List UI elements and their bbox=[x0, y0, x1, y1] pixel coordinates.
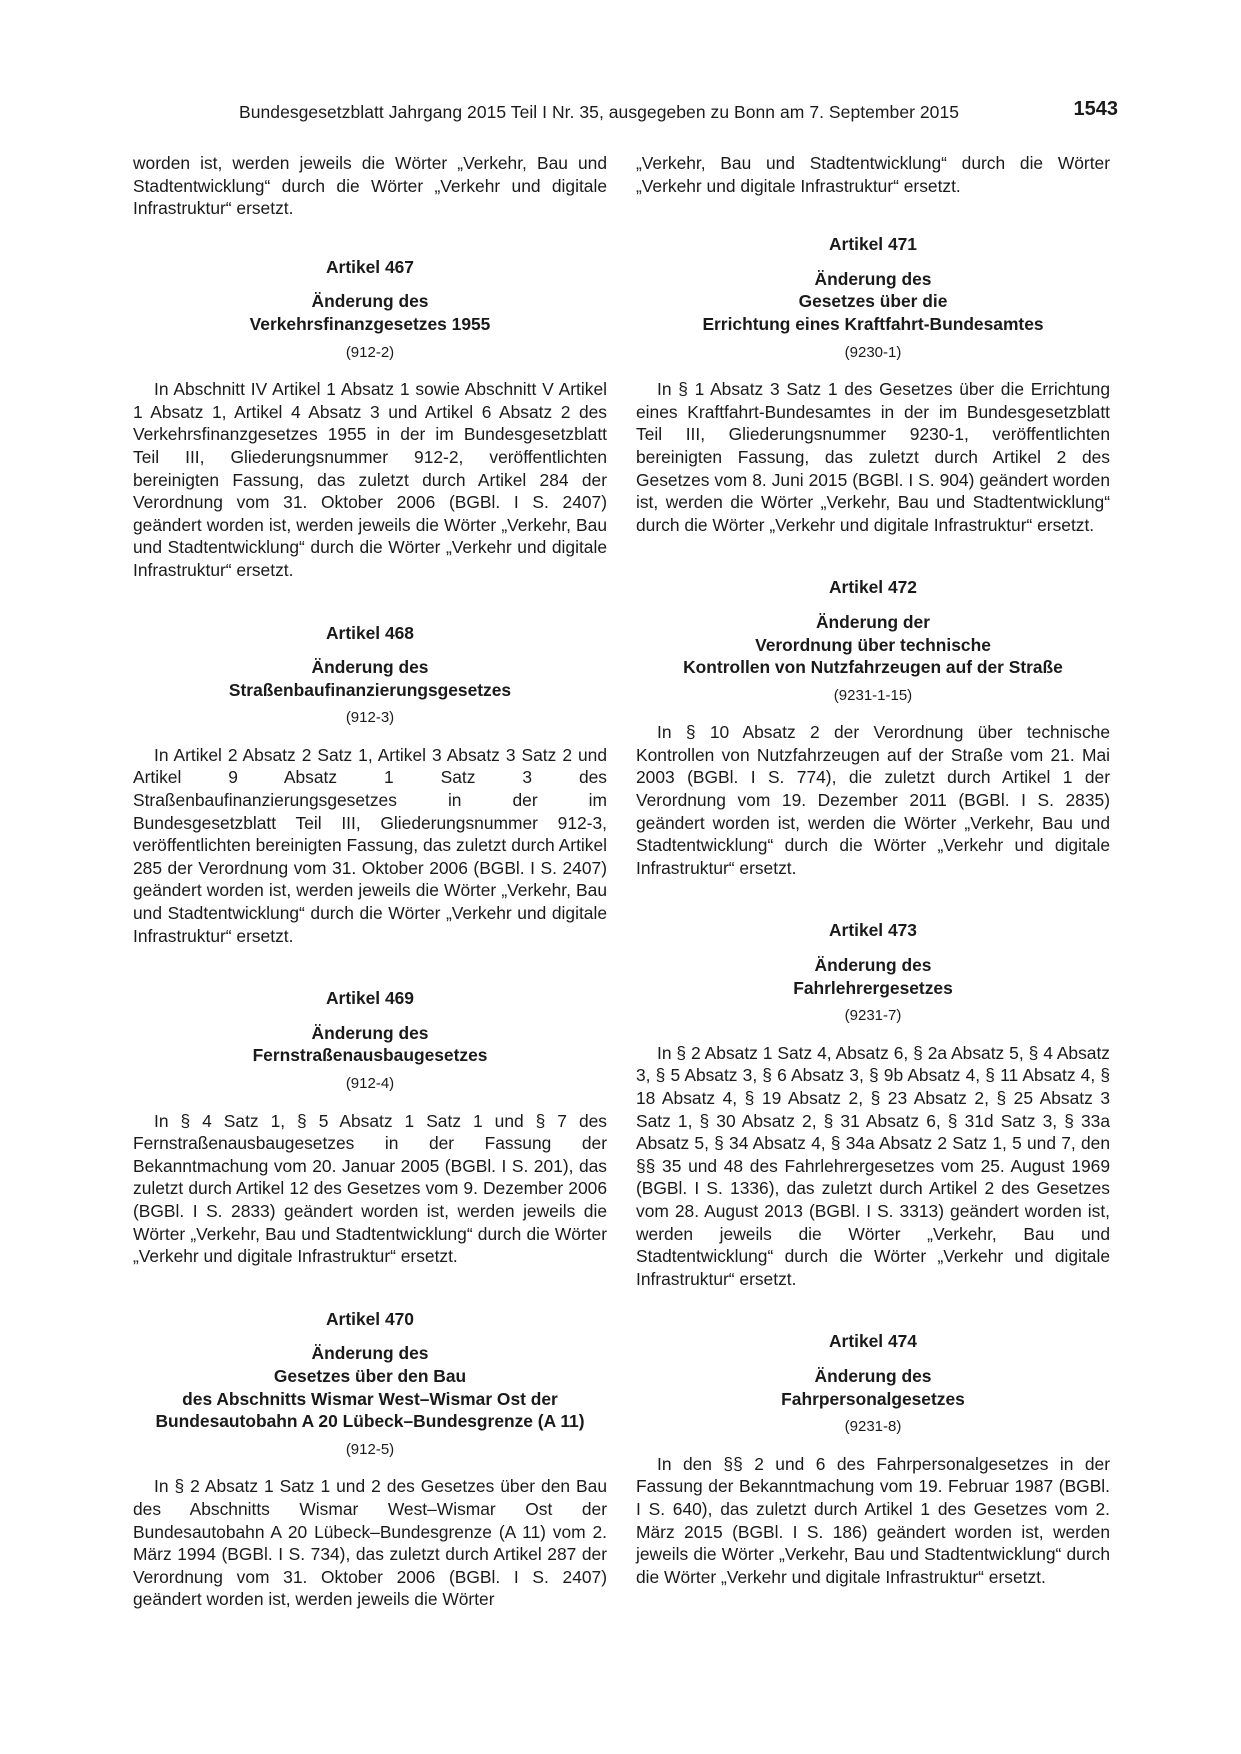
classification-number: (9231-1-15) bbox=[833, 686, 913, 704]
article-body: In § 2 Absatz 1 Satz 1 und 2 des Gesetzes über den Bau des Abschnitts Wismar West–Wismar Ost der Bundesautobahn A 20 Lübeck–Bundesgrenze (A 11) vom 2. März 1994 (BGBl. I S. 734), das zuletzt durch Artikel 287 der Verordnung vom 31. Oktober 2006 (BGBl. I S. 2407) geändert worden ist, werden jeweils die Wörter bbox=[133, 1476, 607, 1610]
page-number: 1543 bbox=[1073, 98, 1118, 120]
article-title-line: Änderung des bbox=[311, 1022, 429, 1043]
article-title-line: Gesetzes über den Bau bbox=[273, 1365, 467, 1386]
article-title-line: Änderung des bbox=[311, 1343, 429, 1364]
article-body: In § 10 Absatz 2 der Verordnung über technische Kontrollen von Nutzfahrzeugen auf der Straße vom 21. Mai 2003 (BGBl. I S. 774), die zuletzt durch Artikel 1 der Verordnung vom 19. Dezember 2011 (BGBl. I S. 2835) geändert worden ist, werden die Wörter „Verkehr, Bau und Stadtentwicklung“ durch die Wörter „Verkehr und digitale Infrastruktur“ ersetzt. bbox=[636, 722, 1110, 878]
article-title-line: Fahrlehrergesetzes bbox=[793, 977, 953, 998]
classification-number: (912-3) bbox=[345, 709, 395, 727]
article-number: Artikel 468 bbox=[326, 622, 414, 643]
article-468 bbox=[133, 622, 607, 948]
continued-paragraph: worden ist, werden jeweils die Wörter „Verkehr, Bau und Stadtentwicklung“ durch die Wörter „Verkehr und digitale Infrastruktur“ ersetzt. bbox=[133, 153, 607, 219]
article-467 bbox=[133, 256, 607, 582]
article-body: In § 2 Absatz 1 Satz 4, Absatz 6, § 2a Absatz 5, § 4 Absatz 3, § 5 Absatz 3, § 6 Absatz 3, § 9b Absatz 4, § 11 Absatz 4, § 18 Absatz 4, § 19 Absatz 2, § 23 Absatz 2, § 25 Absatz 3 Satz 1, § 30 Absatz 2, § 31 Absatz 6, § 31d Satz 3, § 33a Absatz 5, § 34 Absatz 4, § 34a Absatz 2 Satz 1, 5 und 7, den §§ 35 und 48 des Fahrlehrergesetzes vom 25. August 1969 (BGBl. I S. 1336), das zuletzt durch Artikel 2 des Gesetzes vom 28. August 2013 (BGBl. I S. 3313) geändert worden ist, werden jeweils die Wörter „Verkehr, Bau und Stadtentwicklung“ durch die Wörter „Verkehr und digitale Infrastruktur“ ersetzt. bbox=[636, 1042, 1110, 1289]
right-column bbox=[636, 152, 1110, 1588]
article-title-line: Änderung des bbox=[814, 268, 932, 289]
article-title-line: Änderung der bbox=[815, 611, 930, 632]
article-number: Artikel 471 bbox=[829, 234, 917, 255]
article-title-line: Änderung des bbox=[814, 1365, 932, 1386]
classification-number: (9231-7) bbox=[844, 1007, 902, 1025]
article-body: In § 1 Absatz 3 Satz 1 des Gesetzes über die Errichtung eines Kraftfahrt-Bundesamtes in der im Bundesgesetzblatt Teil III, Gliederungsnummer 9230-1, veröffentlichten bereinigten Fassung, das zuletzt durch Artikel 2 des Gesetzes vom 8. Juni 2015 (BGBl. I S. 904) geändert worden ist, werden die Wörter „Verkehr, Bau und Stadtentwicklung“ durch die Wörter „Verkehr und digitale Infrastruktur“ ersetzt. bbox=[636, 379, 1110, 535]
article-473 bbox=[636, 919, 1110, 1290]
article-title-line: Fahrpersonalgesetzes bbox=[781, 1388, 965, 1409]
article-title-line: Verordnung über technische bbox=[755, 634, 991, 655]
article-title-line: Gesetzes über die bbox=[798, 291, 948, 312]
running-title: Bundesgesetzblatt Jahrgang 2015 Teil I Nr. 35, ausgegeben zu Bonn am 7. September 2015 bbox=[239, 102, 960, 122]
article-title-line: Änderung des bbox=[311, 657, 429, 678]
article-474 bbox=[636, 1330, 1110, 1588]
article-469 bbox=[133, 987, 607, 1268]
article-number: Artikel 473 bbox=[829, 920, 917, 941]
article-number: Artikel 472 bbox=[829, 577, 917, 598]
article-body: In Abschnitt IV Artikel 1 Absatz 1 sowie Abschnitt V Artikel 1 Absatz 1, Artikel 4 Absatz 3 und Artikel 6 Absatz 2 des Verkehrsfinanzgesetzes 1955 in der im Bundesgesetzblatt Teil III, Gliederungsnummer 912-2, veröffentlichten bereinigten Fassung, das zuletzt durch Artikel 284 der Verordnung vom 31. Oktober 2006 (BGBl. I S. 2407) geändert worden ist, werden jeweils die Wörter „Verkehr, Bau und Stadtentwicklung“ durch die Wörter „Verkehr und digitale Infrastruktur“ ersetzt. bbox=[133, 379, 607, 580]
classification-number: (912-2) bbox=[345, 343, 395, 361]
article-471 bbox=[636, 233, 1110, 536]
classification-number: (9230-1) bbox=[844, 343, 902, 361]
article-body: In § 4 Satz 1, § 5 Absatz 1 Satz 1 und § 7 des Fernstraßenausbaugesetzes in der Fassung der Bekanntmachung vom 20. Januar 2005 (BGBl. I S. 201), das zuletzt durch Artikel 12 des Gesetzes vom 9. Dezember 2006 (BGBl. I S. 2833) geändert worden ist, werden jeweils die Wörter „Verkehr, Bau und Stadtentwicklung“ durch die Wörter „Verkehr und digitale Infrastruktur“ ersetzt. bbox=[133, 1110, 607, 1267]
article-title-line: Straßenbaufinanzierungsgesetzes bbox=[228, 679, 512, 700]
article-470 bbox=[133, 1308, 607, 1611]
classification-number: (912-4) bbox=[345, 1075, 395, 1092]
page-header bbox=[133, 98, 1118, 128]
article-title-line: Bundesautobahn A 20 Lübeck–Bundesgrenze (A 11) bbox=[155, 1411, 585, 1432]
article-title-line: Verkehrsfinanzgesetzes 1955 bbox=[249, 313, 491, 334]
article-title-line: Kontrollen von Nutzfahrzeugen auf der Straße bbox=[683, 657, 1063, 678]
article-title-line: Änderung des bbox=[311, 291, 429, 312]
article-body: In Artikel 2 Absatz 2 Satz 1, Artikel 3 Absatz 3 Satz 2 und Artikel 9 Absatz 1 Satz 3 des Straßenbaufinanzierungsgesetzes in der im Bundesgesetzblatt Teil III, Gliederungsnummer 912-3, veröffentlichten bereinigten Fassung, das zuletzt durch Artikel 285 der Verordnung vom 31. Oktober 2006 (BGBl. I S. 2407) geändert worden ist, werden jeweils die Wörter „Verkehr, Bau und Stadtentwicklung“ durch die Wörter „Verkehr und digitale Infrastruktur“ ersetzt. bbox=[133, 744, 607, 946]
article-number: Artikel 467 bbox=[326, 256, 414, 277]
classification-number: (912-5) bbox=[345, 1440, 395, 1458]
article-title-line: des Abschnitts Wismar West–Wismar Ost der bbox=[182, 1388, 558, 1409]
continued-paragraph: „Verkehr, Bau und Stadtentwicklung“ durch die Wörter „Verkehr und digitale Infrastruktur“ ersetzt. bbox=[636, 153, 1110, 196]
article-title-line: Änderung des bbox=[814, 955, 932, 976]
classification-number: (9231-8) bbox=[844, 1418, 902, 1436]
article-number: Artikel 470 bbox=[326, 1308, 414, 1329]
article-body: In den §§ 2 und 6 des Fahrpersonalgesetzes in der Fassung der Bekanntmachung vom 19. Februar 1987 (BGBl. I S. 640), das zuletzt durch Artikel 1 des Gesetzes vom 2. März 2015 (BGBl. I S. 186) geändert worden ist, werden jeweils die Wörter „Verkehr, Bau und Stadtentwicklung“ durch die Wörter „Verkehr und digitale Infrastruktur“ ersetzt. bbox=[636, 1453, 1110, 1587]
left-column bbox=[133, 152, 607, 1611]
article-number: Artikel 474 bbox=[829, 1331, 917, 1352]
article-number: Artikel 469 bbox=[326, 988, 414, 1009]
article-472 bbox=[636, 576, 1110, 879]
article-title-line: Fernstraßenausbaugesetzes bbox=[252, 1045, 488, 1066]
article-title-line: Errichtung eines Kraftfahrt-Bundesamtes bbox=[702, 313, 1044, 334]
